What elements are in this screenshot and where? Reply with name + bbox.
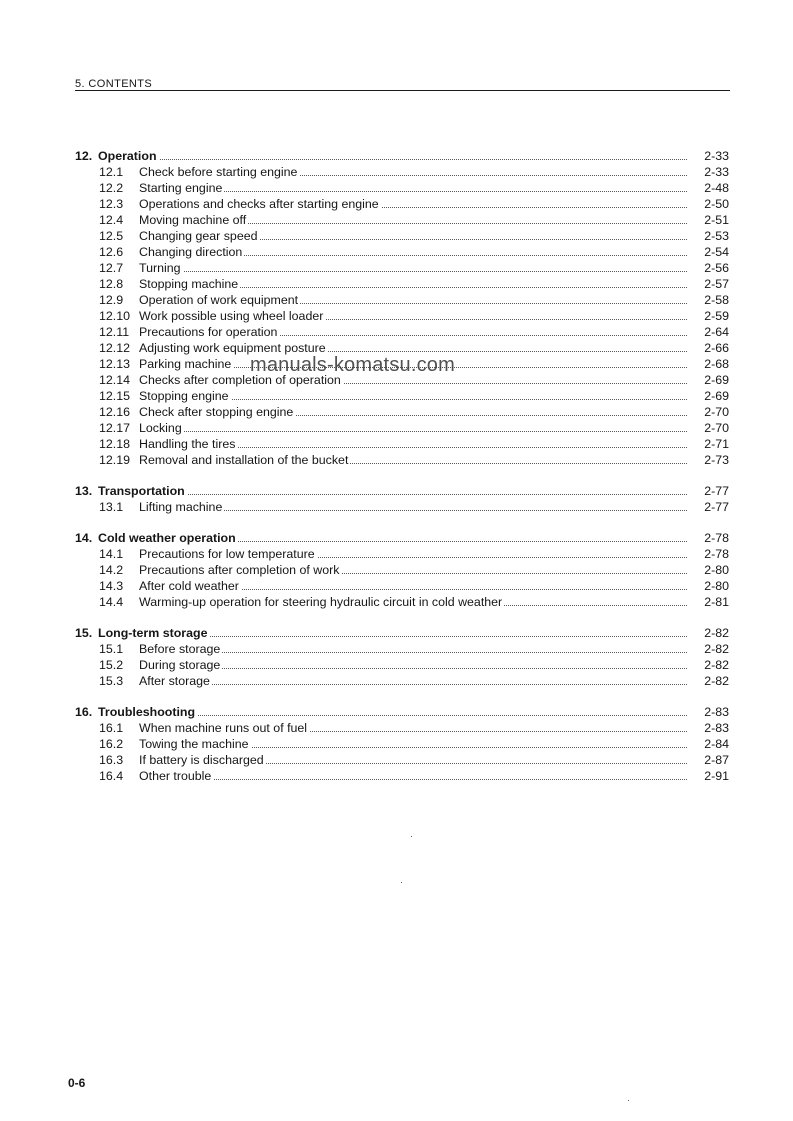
entry-page: 2-82 (689, 657, 729, 673)
entry-number: 15. (75, 626, 93, 640)
dot-leader (135, 779, 687, 780)
entry-number: 12.11 (99, 325, 130, 339)
dot-leader (135, 431, 687, 432)
entry-title: Stopping machine (139, 277, 239, 291)
toc-entry[interactable] (75, 578, 729, 594)
entry-page: 2-33 (689, 148, 729, 164)
entry-label (99, 180, 224, 196)
entry-label (75, 148, 159, 164)
toc-entry[interactable] (75, 562, 729, 578)
toc-entry[interactable] (75, 196, 729, 212)
toc-section (75, 625, 729, 689)
entry-title: Before storage (139, 642, 221, 656)
entry-title: Precautions after completion of work (139, 563, 340, 577)
toc-entry[interactable] (75, 768, 729, 784)
entry-page: 2-70 (689, 420, 729, 436)
toc-section (75, 148, 729, 468)
toc-entry[interactable] (75, 720, 729, 736)
header-rule (75, 90, 730, 91)
entry-number: 15.3 (99, 674, 124, 688)
dot-leader (135, 271, 687, 272)
entry-title: Work possible using wheel loader (139, 309, 324, 323)
entry-page: 2-82 (689, 625, 729, 641)
toc-entry[interactable] (75, 594, 729, 610)
entry-page: 2-58 (689, 292, 729, 308)
entry-label (99, 308, 325, 324)
entry-label (75, 704, 197, 720)
entry-number: 12.18 (99, 437, 131, 451)
entry-label (99, 768, 213, 784)
toc-section-heading[interactable] (75, 704, 729, 720)
entry-title: Changing direction (139, 245, 243, 259)
entry-number: 12.19 (99, 453, 131, 467)
entry-page: 2-53 (689, 228, 729, 244)
toc-entry[interactable] (75, 546, 729, 562)
entry-title: Operations and checks after starting engine (139, 197, 379, 211)
toc-section (75, 530, 729, 610)
entry-label (75, 530, 238, 546)
dot-leader (135, 159, 687, 160)
toc-entry[interactable] (75, 673, 729, 689)
entry-number: 16.4 (99, 769, 124, 783)
entry-number: 13.1 (99, 500, 124, 514)
entry-page: 2-71 (689, 436, 729, 452)
entry-number: 15.2 (99, 658, 124, 672)
entry-title: Turning (139, 261, 181, 275)
toc-entry[interactable] (75, 420, 729, 436)
entry-label (99, 356, 233, 372)
toc-entry[interactable] (75, 436, 729, 452)
entry-page: 2-78 (689, 530, 729, 546)
entry-number: 12.10 (99, 309, 131, 323)
scan-speck (411, 836, 412, 837)
entry-title: Precautions for operation (139, 325, 278, 339)
entry-title: Removal and installation of the bucket (139, 453, 349, 467)
entry-title: Operation of work equipment (139, 293, 299, 307)
toc-section-heading[interactable] (75, 148, 729, 164)
entry-label (99, 562, 341, 578)
entry-page: 2-33 (689, 164, 729, 180)
toc-entry[interactable] (75, 260, 729, 276)
entry-title: After storage (139, 674, 210, 688)
entry-label (75, 625, 209, 641)
entry-page: 2-56 (689, 260, 729, 276)
entry-label (99, 641, 222, 657)
entry-number: 16. (75, 705, 93, 719)
entry-label (99, 404, 295, 420)
entry-title: Adjusting work equipment posture (139, 341, 326, 355)
entry-page: 2-81 (689, 594, 729, 610)
toc-entry[interactable] (75, 499, 729, 515)
entry-page: 2-69 (689, 372, 729, 388)
entry-page: 2-54 (689, 244, 729, 260)
entry-page: 2-66 (689, 340, 729, 356)
toc-entry[interactable] (75, 276, 729, 292)
toc-section-heading[interactable] (75, 530, 729, 546)
entry-number: 12.16 (99, 405, 131, 419)
watermark: manuals-komatsu.com (250, 354, 455, 376)
entry-page: 2-83 (689, 704, 729, 720)
entry-label (75, 483, 187, 499)
entry-label (99, 452, 350, 468)
entry-page: 2-64 (689, 324, 729, 340)
entry-page: 2-82 (689, 673, 729, 689)
entry-number: 14.1 (99, 547, 124, 561)
entry-title: When machine runs out of fuel (139, 721, 308, 735)
toc-section (75, 483, 729, 515)
entry-number: 13. (75, 484, 93, 498)
running-header: 5. CONTENTS (75, 78, 153, 90)
toc-entry[interactable] (75, 180, 729, 196)
entry-label (99, 673, 212, 689)
toc-entry[interactable] (75, 324, 729, 340)
toc-entry[interactable] (75, 212, 729, 228)
entry-label (99, 499, 224, 515)
entry-number: 15.1 (99, 642, 124, 656)
entry-number: 12. (75, 149, 93, 163)
toc-entry[interactable] (75, 308, 729, 324)
entry-page: 2-57 (689, 276, 729, 292)
entry-number: 14.4 (99, 595, 124, 609)
entry-title: Check before starting engine (139, 165, 298, 179)
entry-page: 2-80 (689, 562, 729, 578)
entry-page: 2-84 (689, 736, 729, 752)
entry-label (99, 436, 237, 452)
dot-leader (135, 636, 687, 637)
entry-title: Towing the machine (139, 737, 249, 751)
entry-label (99, 546, 317, 562)
entry-number: 12.7 (99, 261, 124, 275)
entry-title: Transportation (98, 484, 185, 498)
entry-label (99, 720, 309, 736)
entry-label (99, 244, 244, 260)
entry-title: Starting engine (139, 181, 223, 195)
entry-label (99, 594, 504, 610)
entry-number: 12.14 (99, 373, 131, 387)
entry-number: 14.2 (99, 563, 124, 577)
entry-title: Warming-up operation for steering hydraulic circuit in cold weather (139, 595, 503, 609)
entry-page: 2-59 (689, 308, 729, 324)
entry-page: 2-51 (689, 212, 729, 228)
toc-entry[interactable] (75, 736, 729, 752)
entry-page: 2-78 (689, 546, 729, 562)
entry-title: Precautions for low temperature (139, 547, 315, 561)
entry-page: 2-69 (689, 388, 729, 404)
toc-entry[interactable] (75, 752, 729, 768)
toc-entry[interactable] (75, 244, 729, 260)
toc-entry[interactable] (75, 164, 729, 180)
dot-leader (135, 494, 687, 495)
entry-page: 2-87 (689, 752, 729, 768)
entry-number: 16.2 (99, 737, 124, 751)
entry-number: 12.1 (99, 165, 124, 179)
entry-label (99, 388, 231, 404)
entry-number: 12.12 (99, 341, 131, 355)
dot-leader (135, 684, 687, 685)
entry-number: 16.3 (99, 753, 124, 767)
entry-title: During storage (139, 658, 221, 672)
entry-label (99, 324, 279, 340)
entry-title: Long-term storage (98, 626, 208, 640)
entry-page: 2-77 (689, 499, 729, 515)
toc-entry[interactable] (75, 452, 729, 468)
entry-title: Stopping engine (139, 389, 229, 403)
entry-page: 2-50 (689, 196, 729, 212)
entry-number: 12.17 (99, 421, 131, 435)
entry-label (99, 752, 266, 768)
entry-number: 12.9 (99, 293, 124, 307)
toc-section (75, 704, 729, 784)
entry-title: Changing gear speed (139, 229, 258, 243)
entry-label (99, 578, 241, 594)
entry-number: 12.6 (99, 245, 124, 259)
entry-number: 12.3 (99, 197, 124, 211)
scan-speck (401, 882, 402, 883)
entry-number: 12.2 (99, 181, 124, 195)
entry-label (99, 196, 381, 212)
entry-number: 14.3 (99, 579, 124, 593)
entry-page: 2-73 (689, 452, 729, 468)
entry-number: 16.1 (99, 721, 124, 735)
entry-label (99, 420, 184, 436)
entry-title: Locking (139, 421, 182, 435)
toc-entry[interactable] (75, 641, 729, 657)
toc-entry[interactable] (75, 292, 729, 308)
entry-label (99, 292, 300, 308)
table-of-contents (75, 148, 729, 799)
entry-page: 2-48 (689, 180, 729, 196)
entry-page: 2-91 (689, 768, 729, 784)
toc-entry[interactable] (75, 228, 729, 244)
toc-entry[interactable] (75, 388, 729, 404)
entry-number: 12.15 (99, 389, 131, 403)
entry-title: Moving machine off (139, 213, 247, 227)
entry-title: Parking machine (139, 357, 232, 371)
entry-title: If battery is discharged (139, 753, 264, 767)
entry-title: Cold weather operation (98, 531, 236, 545)
entry-number: 12.4 (99, 213, 124, 227)
toc-section-heading[interactable] (75, 625, 729, 641)
entry-label (99, 212, 248, 228)
entry-title: Operation (98, 149, 157, 163)
entry-title: Lifting machine (139, 500, 223, 514)
entry-number: 12.8 (99, 277, 124, 291)
toc-section-heading[interactable] (75, 483, 729, 499)
entry-page: 2-68 (689, 356, 729, 372)
entry-page: 2-77 (689, 483, 729, 499)
dot-leader (135, 715, 687, 716)
entry-page: 2-83 (689, 720, 729, 736)
entry-number: 12.13 (99, 357, 131, 371)
entry-label (99, 276, 240, 292)
entry-label (99, 228, 260, 244)
entry-label (99, 657, 222, 673)
entry-number: 14. (75, 531, 93, 545)
entry-title: After cold weather (139, 579, 239, 593)
entry-title: Check after stopping engine (139, 405, 294, 419)
entry-title: Other trouble (139, 769, 212, 783)
entry-title: Handling the tires (139, 437, 236, 451)
entry-label (99, 736, 251, 752)
entry-label (99, 260, 183, 276)
page-number: 0-6 (68, 1076, 86, 1090)
toc-entry[interactable] (75, 657, 729, 673)
entry-number: 12.5 (99, 229, 124, 243)
entry-page: 2-80 (689, 578, 729, 594)
entry-title: Troubleshooting (98, 705, 196, 719)
entry-title: Checks after completion of operation (139, 373, 341, 387)
entry-label (99, 164, 299, 180)
entry-page: 2-70 (689, 404, 729, 420)
entry-page: 2-82 (689, 641, 729, 657)
toc-entry[interactable] (75, 404, 729, 420)
scan-speck (628, 1100, 629, 1101)
